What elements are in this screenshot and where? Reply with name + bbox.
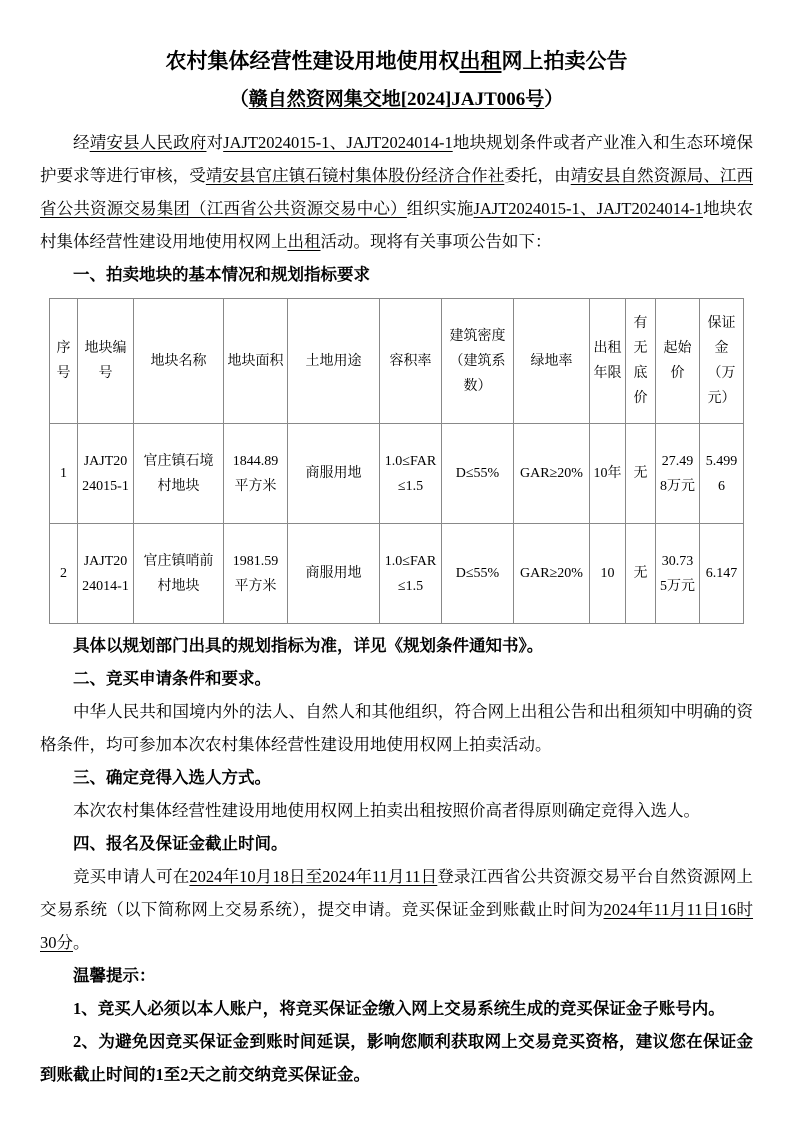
table-header-row [50, 299, 744, 424]
section-3-heading: 三、确定竞得入选人方式。 [73, 768, 271, 787]
col-header-lease-term: 出租年限 [590, 299, 626, 424]
cell-start-price: 27.498万元 [656, 424, 700, 524]
cell-land-use: 商服用地 [288, 424, 380, 524]
col-header-green-ratio: 绿地率 [514, 299, 590, 424]
document-title: 农村集体经营性建设用地使用权出租网上拍卖公告 [165, 49, 628, 73]
cell-deposit: 6.147 [700, 524, 744, 624]
intro-paragraph: 经靖安县人民政府对JAJT2024015-1、JAJT2024014-1地块规划条件或者产业准入和生态环境保护要求等进行审核，受靖安县官庄镇石镜村集体股份经济合作社委托，由靖安县自然资源局、江西省公共资源交易集团（江西省公共资源交易中心）组织实施JAJT2024015-1、JAJT2024014-1地块农村集体经营性建设用地使用权网上出租活动。现将有关事项公告如下： [40, 133, 754, 251]
col-header-index: 序号 [50, 299, 78, 424]
cell-reserve-price: 无 [626, 524, 656, 624]
col-header-reserve-price: 有无底价 [626, 299, 656, 424]
section-1-heading: 一、拍卖地块的基本情况和规划指标要求 [73, 265, 370, 284]
planning-note: 具体以规划部门出具的规划指标为准，详见《规划条件通知书》。 [73, 636, 544, 655]
section-3-body: 本次农村集体经营性建设用地使用权网上拍卖出租按照价高者得原则确定竞得入选人。 [73, 801, 700, 820]
cell-far: 1.0≤FAR≤1.5 [380, 424, 442, 524]
tips-heading: 温馨提示： [73, 966, 156, 985]
cell-parcel-area: 1844.89平方米 [224, 424, 288, 524]
cell-lease-term: 10 [590, 524, 626, 624]
section-4-heading: 四、报名及保证金截止时间。 [73, 834, 288, 853]
cell-index: 2 [50, 524, 78, 624]
cell-index: 1 [50, 424, 78, 524]
col-header-parcel-area: 地块面积 [224, 299, 288, 424]
section-2-heading: 二、竞买申请条件和要求。 [73, 669, 271, 688]
cell-green-ratio: GAR≥20% [514, 524, 590, 624]
cell-building-density: D≤55% [442, 424, 514, 524]
cell-deposit: 5.4996 [700, 424, 744, 524]
cell-parcel-name: 官庄镇石境村地块 [134, 424, 224, 524]
col-header-far: 容积率 [380, 299, 442, 424]
land-parcel-table [49, 298, 744, 624]
section-2-body: 中华人民共和国境内外的法人、自然人和其他组织，符合网上出租公告和出租须知中明确的资格条件，均可参加本次农村集体经营性建设用地使用权网上拍卖活动。 [40, 702, 753, 754]
col-header-start-price: 起始价 [656, 299, 700, 424]
col-header-building-density: 建筑密度（建筑系数） [442, 299, 514, 424]
col-header-deposit: 保证金（万元） [700, 299, 744, 424]
cell-parcel-area: 1981.59平方米 [224, 524, 288, 624]
table-row-parcel-2 [50, 524, 744, 624]
cell-lease-term: 10年 [590, 424, 626, 524]
cell-far: 1.0≤FAR≤1.5 [380, 524, 442, 624]
cell-building-density: D≤55% [442, 524, 514, 624]
col-header-parcel-name: 地块名称 [134, 299, 224, 424]
tips-item-1: 1、竞买人必须以本人账户，将竞买保证金缴入网上交易系统生成的竞买保证金子账号内。 [73, 999, 725, 1018]
cell-land-use: 商服用地 [288, 524, 380, 624]
cell-parcel-name: 官庄镇哨前村地块 [134, 524, 224, 624]
tips-item-2: 2、为避免因竞买保证金到账时间延误，影响您顺利获取网上交易竞买资格，建议您在保证金到账截止时间的1至2天之前交纳竞买保证金。 [40, 1032, 753, 1084]
document-number: （赣自然资网集交地[2024]JAJT006号） [229, 89, 564, 110]
section-4-body: 竞买申请人可在2024年10月18日至2024年11月11日登录江西省公共资源交易平台自然资源网上交易系统（以下简称网上交易系统），提交申请。竞买保证金到账截止时间为2024年11月11日16时30分。 [40, 867, 754, 952]
cell-green-ratio: GAR≥20% [514, 424, 590, 524]
table-row-parcel-1 [50, 424, 744, 524]
cell-parcel-code: JAJT2024015-1 [78, 424, 134, 524]
cell-start-price: 30.735万元 [656, 524, 700, 624]
col-header-parcel-code: 地块编号 [78, 299, 134, 424]
col-header-land-use: 土地用途 [288, 299, 380, 424]
cell-reserve-price: 无 [626, 424, 656, 524]
cell-parcel-code: JAJT2024014-1 [78, 524, 134, 624]
